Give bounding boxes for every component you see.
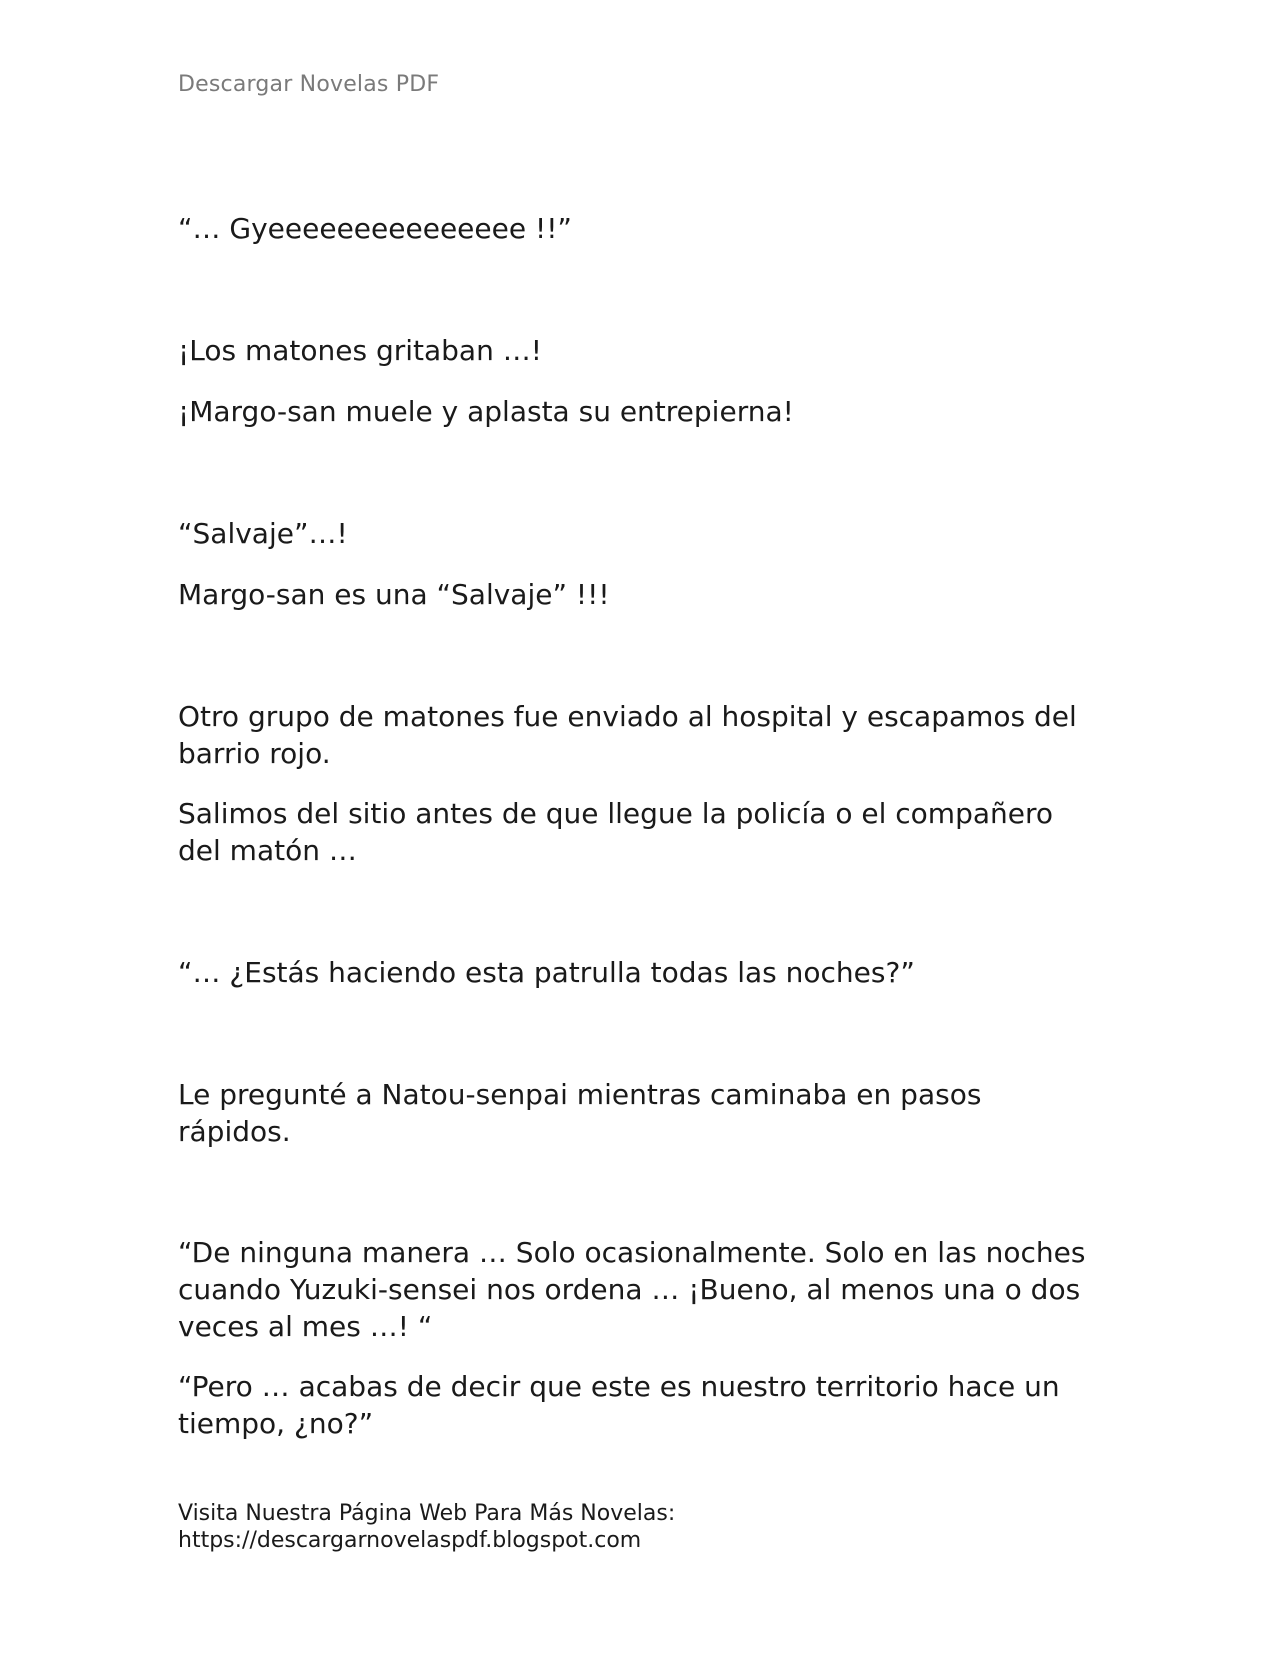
page-header: Descargar Novelas PDF xyxy=(178,72,440,97)
paragraph-3: ¡Margo-san muele y aplasta su entrepierna! xyxy=(178,395,794,428)
paragraph-5: Margo-san es una “Salvaje” !!! xyxy=(178,578,610,611)
paragraph-9: Le pregunté a Natou-senpai mientras caminaba en pasos rápidos. xyxy=(178,1078,982,1148)
paragraph-7: Salimos del sitio antes de que llegue la policía o el compañero del matón … xyxy=(178,797,1053,867)
paragraph-4: “Salvaje”…! xyxy=(178,517,348,550)
page-footer xyxy=(178,1500,675,1554)
paragraph-8: “… ¿Estás haciendo esta patrulla todas las noches?” xyxy=(178,956,915,989)
paragraph-6: Otro grupo de matones fue enviado al hospital y escapamos del barrio rojo. xyxy=(178,700,1077,770)
footer-url: https://descargarnovelaspdf.blogspot.com xyxy=(178,1528,642,1553)
paragraph-2: ¡Los matones gritaban …! xyxy=(178,334,542,367)
footer-visit-text: Visita Nuestra Página Web Para Más Novelas: xyxy=(178,1501,676,1526)
paragraph-1: “… Gyeeeeeeeeeeeeeee !!” xyxy=(178,212,572,245)
paragraph-11: “Pero … acabas de decir que este es nuestro territorio hace un tiempo, ¿no?” xyxy=(178,1370,1060,1440)
paragraph-10: “De ninguna manera … Solo ocasionalmente. Solo en las noches cuando Yuzuki-sensei nos ordena … ¡Bueno, al menos una o dos veces al mes …! “ xyxy=(178,1236,1086,1343)
